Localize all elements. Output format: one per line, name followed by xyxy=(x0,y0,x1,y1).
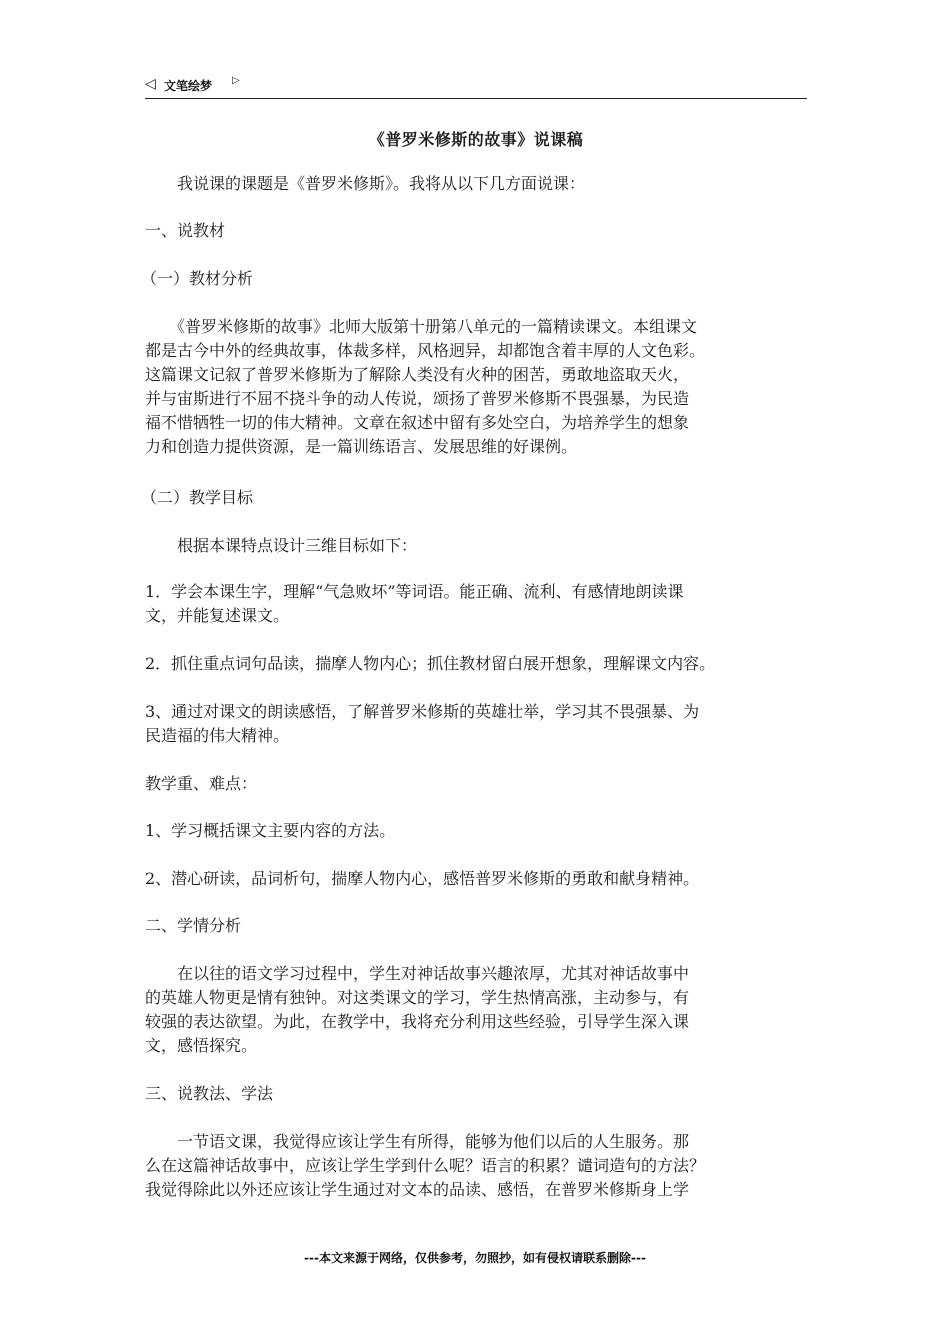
key-points-heading: 教学重、难点： xyxy=(145,774,258,793)
intro-paragraph: 我说课的课题是《普罗米修斯》。我将从以下几方面说课： xyxy=(145,174,586,193)
page-header xyxy=(145,74,807,99)
student-analysis-paragraph: 在以往的语文学习过程中，学生对神话故事兴趣浓厚，尤其对神话故事中 的英雄人物更是情有独钟。对这类课文的学习，学生热情高涨，主动参与，有 较强的表达欲望。为此，在教学中，我将充分利用这些经验，引导学生深入课 文，感悟探究。 xyxy=(145,964,690,1055)
triangle-left-icon: ◁ xyxy=(145,76,156,92)
section-heading-textbook: 一、说教材 xyxy=(145,221,226,240)
goal-item-3: 3、通过对课文的朗读感悟，了解普罗米修斯的英雄壮举，学习其不畏强暴、为 民造福的伟大精神。 xyxy=(145,702,700,745)
subheading-textbook-analysis: （一）教材分析 xyxy=(141,269,254,288)
section-heading-methods: 三、说教法、学法 xyxy=(145,1084,274,1103)
goal-item-1: 1．学会本课生字，理解“气急败坏”等词语。能正确、流利、有感情地朗读课 文，并能复述课文。 xyxy=(145,582,684,625)
goal-item-2: 2．抓住重点词句品读，揣摩人物内心；抓住教材留白展开想象，理解课文内容。 xyxy=(145,654,716,673)
section-heading-student-analysis: 二、学情分析 xyxy=(145,916,242,935)
key-point-item-1: 1、学习概括课文主要内容的方法。 xyxy=(145,821,396,840)
key-point-item-2: 2、潜心研读，品词析句，揣摩人物内心，感悟普罗米修斯的勇敢和献身精神。 xyxy=(145,869,700,888)
triangle-right-icon: ▷ xyxy=(232,75,240,86)
document-title: 《普罗米修斯的故事》说课稿 xyxy=(368,130,584,149)
subheading-teaching-goals: （二）教学目标 xyxy=(141,488,254,507)
textbook-analysis-paragraph: 《普罗米修斯的故事》北师大版第十册第八单元的一篇精读课文。本组课文 都是古今中外的经典故事，体裁多样，风格迥异，却都饱含着丰厚的人文色彩。 这篇课文记叙了普罗米修斯为了解除人类没有火种的困苦，勇敢地盗取天火， 并与宙斯进行不屈不挠斗争的动人传说，颂扬了普罗米修斯不畏强暴，为民造 福不惜牺牲一切的伟大精神。文章在叙述中留有多处空白，为培养学生的想象 力和创造力提供资源，是一篇训练语言、发展思维的好课例。 xyxy=(145,317,706,456)
methods-paragraph: 一节语文课，我觉得应该让学生有所得，能够为他们以后的人生服务。那 么在这篇神话故事中，应该让学生学到什么呢？语言的积累？谴词造句的方法？ 我觉得除此以外还应该让学生通过对文本的品读、感悟，在普罗米修斯身上学 xyxy=(145,1132,706,1199)
footer-disclaimer: ---本文来源于网络，仅供参考，勿照抄，如有侵权请联系删除--- xyxy=(304,1251,646,1265)
goals-intro-paragraph: 根据本课特点设计三维目标如下： xyxy=(145,536,418,555)
brand-label: 文笔绘梦 xyxy=(164,79,213,93)
